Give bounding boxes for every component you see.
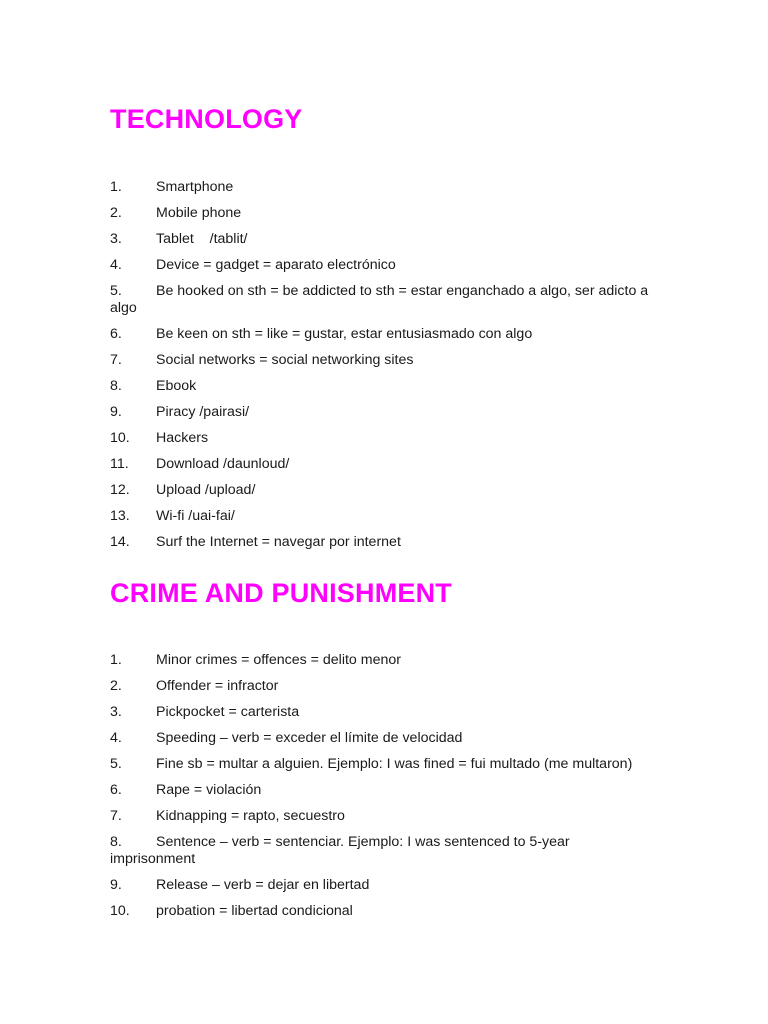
item-number: 2.: [110, 205, 122, 221]
item-text: Pickpocket = carterista: [156, 704, 300, 720]
item-number: 6.: [110, 782, 122, 798]
item-number: 11.: [110, 456, 129, 472]
item-text: Hackers: [156, 430, 209, 446]
list-item: [110, 257, 650, 274]
item-number: 3.: [110, 704, 122, 720]
item-number: 5.: [110, 756, 122, 772]
list-item: [110, 508, 650, 525]
item-number: 10.: [110, 903, 130, 919]
item-number: 4.: [110, 257, 122, 273]
list-item: [110, 430, 650, 447]
item-text: Upload /upload/: [156, 482, 256, 498]
item-text: Device = gadget = aparato electrónico: [156, 257, 396, 273]
item-number: 7.: [110, 808, 122, 824]
item-text: Speeding – verb = exceder el límite de velocidad: [156, 730, 463, 746]
list-item: [110, 534, 650, 551]
item-number: 14.: [110, 534, 130, 550]
item-text: Rape = violación: [156, 782, 262, 798]
item-number: 10.: [110, 430, 130, 446]
item-number: 3.: [110, 231, 122, 247]
list-item: [110, 378, 650, 395]
item-text: Social networks = social networking sites: [156, 352, 414, 368]
list-item: [110, 704, 650, 721]
list-item: [110, 756, 650, 773]
item-text: probation = libertad condicional: [156, 903, 353, 919]
list-item: [110, 482, 650, 499]
item-text: Sentence – verb = sentenciar. Ejemplo: I was sentenced to 5-year imprisonment: [110, 834, 574, 867]
item-text: Kidnapping = rapto, secuestro: [156, 808, 345, 824]
item-text: Wi-fi /uai-fai/: [156, 508, 235, 524]
section-heading-technology: TECHNOLOGY: [110, 104, 303, 134]
item-text: Smartphone: [156, 179, 234, 195]
item-number: 13.: [110, 508, 130, 524]
item-text: Mobile phone: [156, 205, 242, 221]
item-text: Tablet /tablit/: [156, 231, 248, 247]
item-number: 4.: [110, 730, 122, 746]
item-text: Release – verb = dejar en libertad: [156, 877, 370, 893]
item-number: 9.: [110, 877, 122, 893]
item-text: Offender = infractor: [156, 678, 279, 694]
list-item: [110, 903, 650, 920]
list-item: [110, 678, 650, 695]
item-number: 5.: [110, 283, 122, 299]
item-number: 8.: [110, 834, 122, 850]
item-text: Be hooked on sth = be addicted to sth = estar enganchado a algo, ser adicto a algo: [110, 283, 653, 316]
list-item: [110, 326, 650, 343]
item-number: 1.: [110, 652, 122, 668]
list-item: [110, 205, 650, 222]
list-item: [110, 730, 650, 747]
list-item: [110, 782, 650, 799]
item-number: 7.: [110, 352, 122, 368]
technology-vocabulary-list: [110, 179, 653, 560]
item-text: Surf the Internet = navegar por internet: [156, 534, 401, 550]
list-item: [110, 283, 653, 317]
list-item: [110, 877, 650, 894]
item-number: 8.: [110, 378, 122, 394]
item-number: 9.: [110, 404, 122, 420]
crime-vocabulary-list: [110, 652, 650, 929]
item-text: Be keen on sth = like = gustar, estar entusiasmado con algo: [156, 326, 533, 342]
section-heading-crime-and-punishment: CRIME AND PUNISHMENT: [110, 578, 453, 608]
list-item: [110, 404, 650, 421]
item-text: Ebook: [156, 378, 197, 394]
list-item: [110, 231, 650, 248]
list-item: [110, 808, 650, 825]
item-number: 1.: [110, 179, 122, 195]
item-number: 12.: [110, 482, 130, 498]
list-item: [110, 352, 650, 369]
list-item: [110, 179, 650, 196]
list-item: [110, 456, 650, 473]
item-text: Piracy /pairasi/: [156, 404, 250, 420]
item-text: Fine sb = multar a alguien. Ejemplo: I was fined = fui multado (me multaron): [156, 756, 633, 772]
item-text: Minor crimes = offences = delito menor: [156, 652, 401, 668]
list-item: [110, 652, 650, 669]
item-number: 6.: [110, 326, 122, 342]
list-item: [110, 834, 650, 868]
item-number: 2.: [110, 678, 122, 694]
item-text: Download /daunloud/: [156, 456, 290, 472]
